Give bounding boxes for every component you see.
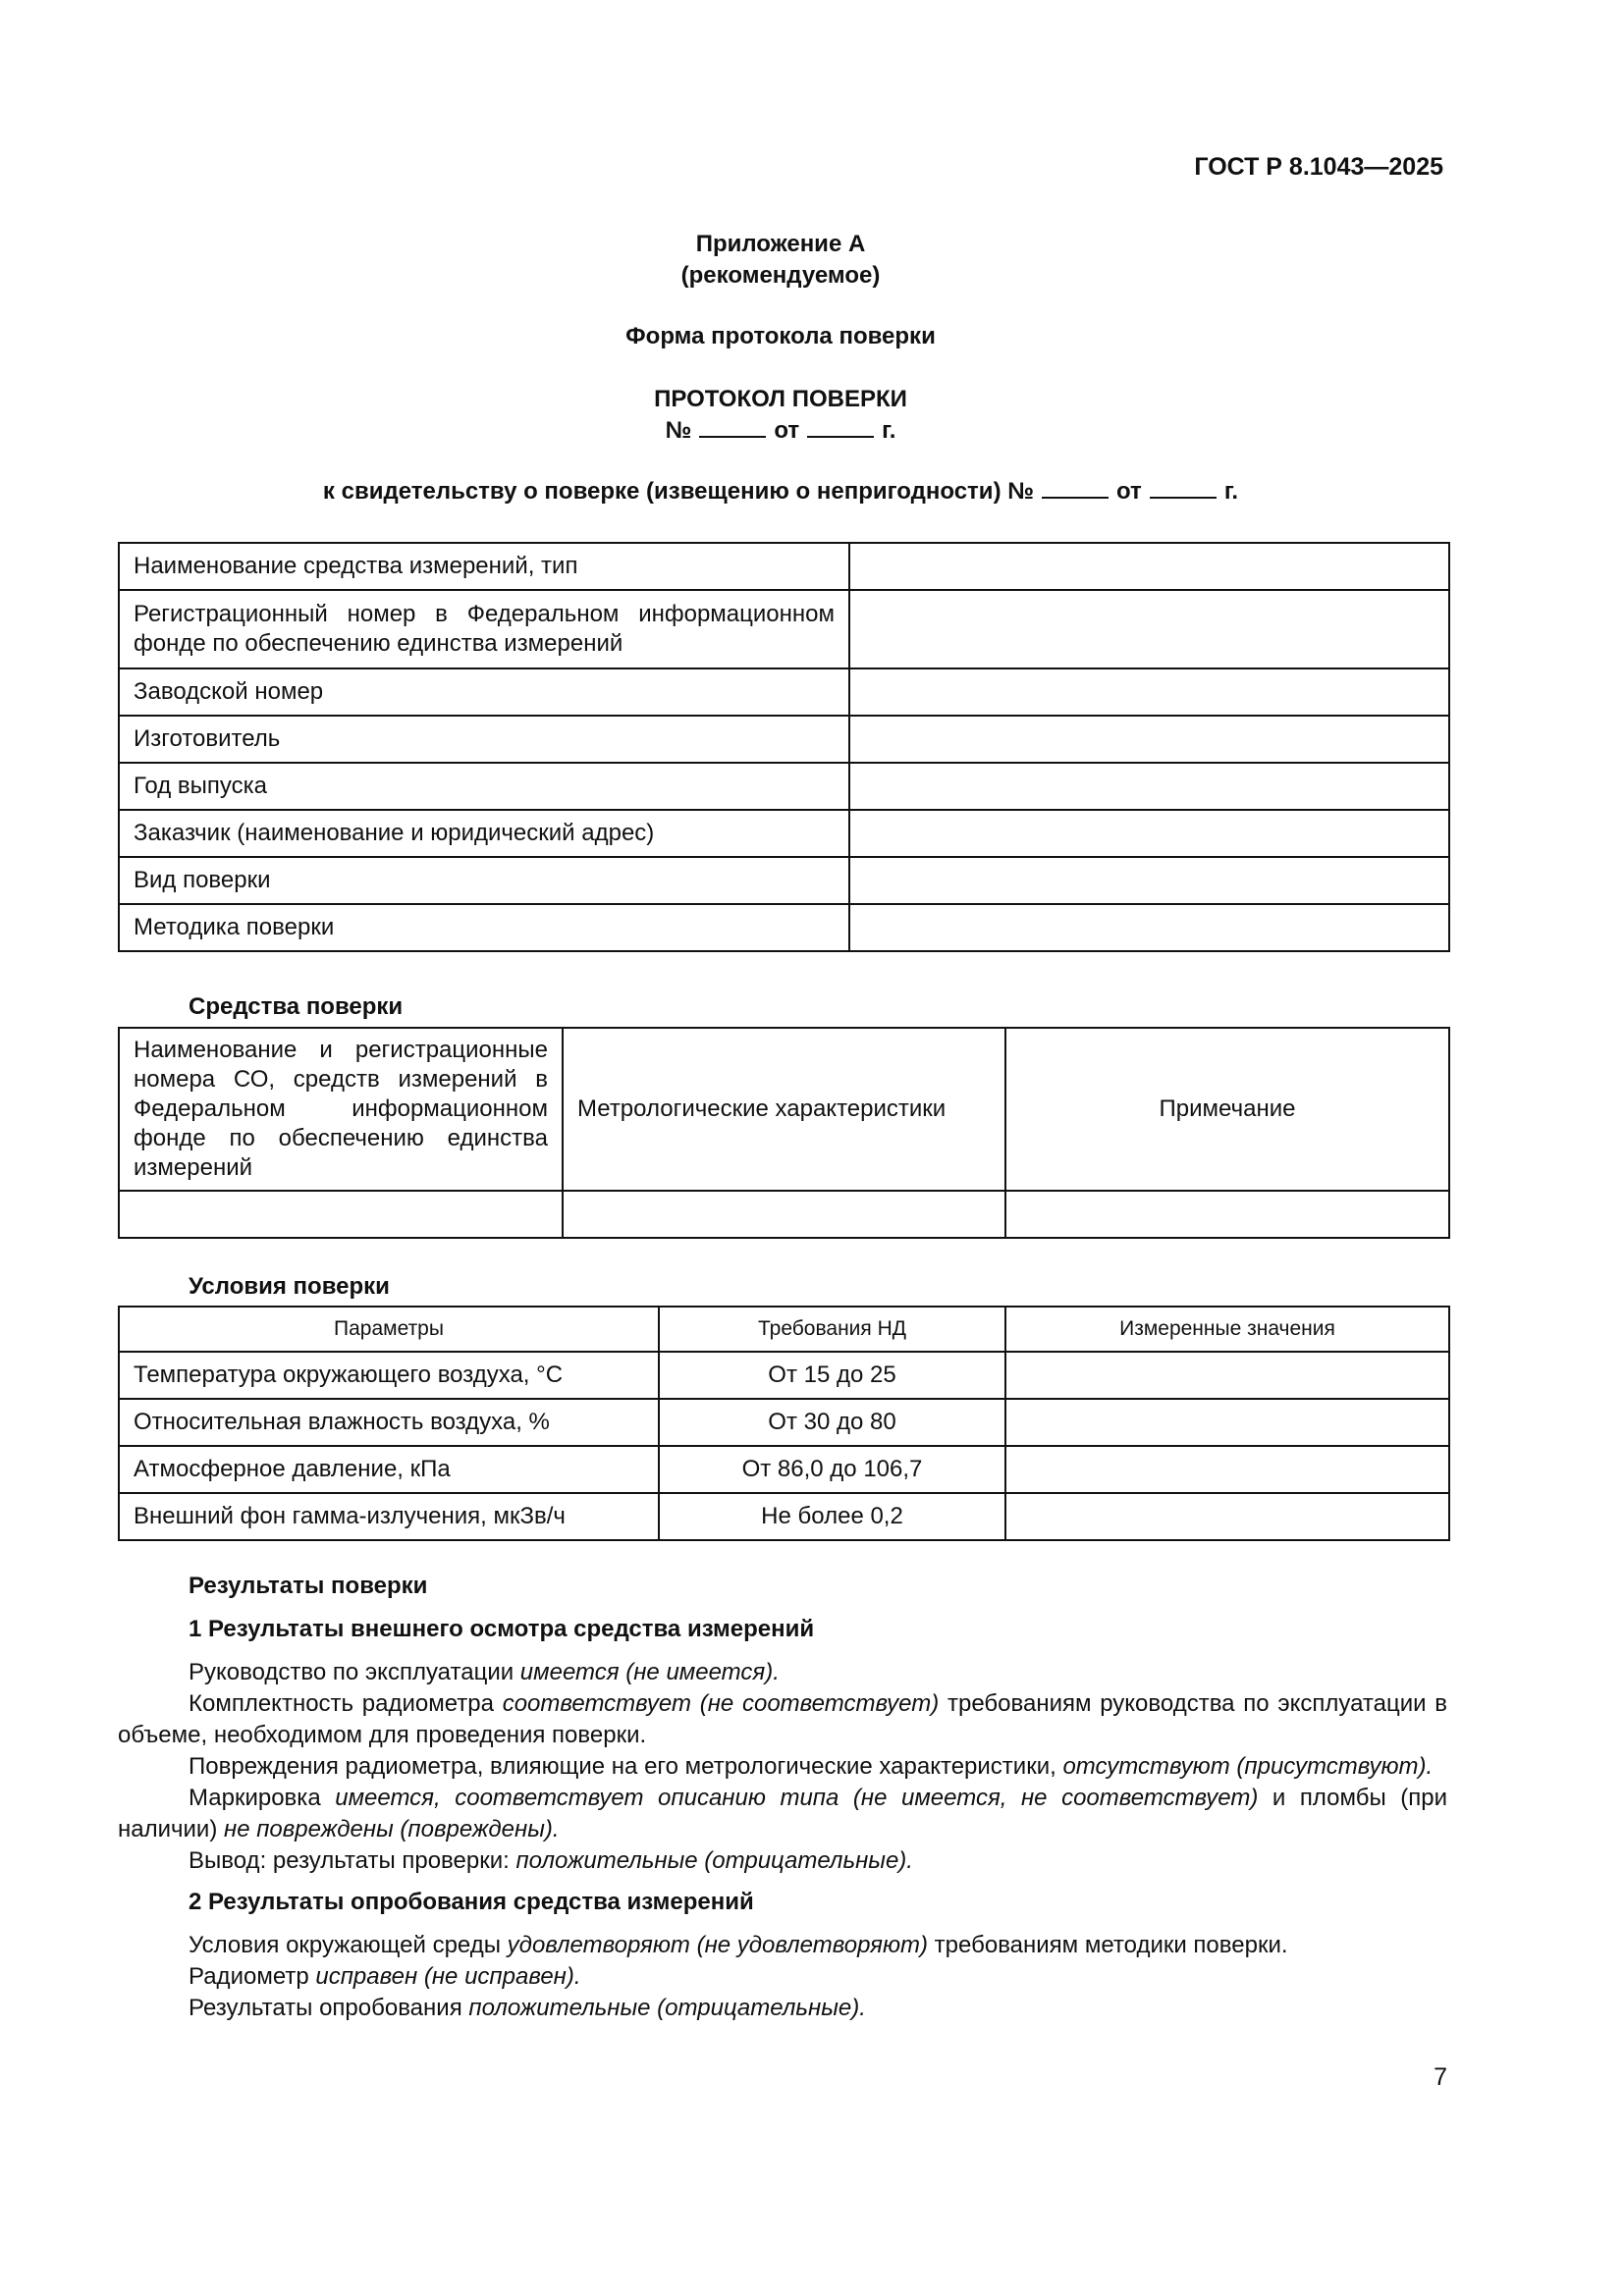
table-row (119, 1352, 1449, 1399)
section-2-heading: 2 Результаты опробования средства измерений (189, 1889, 754, 1915)
means-empty-cell[interactable] (563, 1191, 1005, 1238)
table-row (119, 590, 1449, 668)
verification-means-table (118, 1027, 1450, 1239)
column-header: Требования НД (659, 1307, 1005, 1352)
text: Условия окружающей среды (189, 1932, 508, 1958)
paragraph (118, 1845, 1447, 1877)
measured-value-cell[interactable] (1005, 1399, 1449, 1446)
means-col-note: Примечание (1005, 1028, 1449, 1191)
instrument-info-table (118, 542, 1450, 952)
means-empty-cell[interactable] (119, 1191, 563, 1238)
text: требованиям руководства по эксплуатации в объеме, необходимом для проведения поверки. (118, 1690, 1447, 1748)
measured-value-cell[interactable] (1005, 1352, 1449, 1399)
requirement-cell: От 15 до 25 (659, 1352, 1005, 1399)
text: Повреждения радиометра, влияющие на его метрологические характеристики, (189, 1753, 1063, 1780)
info-label: Методика поверки (119, 904, 849, 951)
certificate-date-blank (1150, 475, 1217, 499)
paragraph (118, 1961, 1447, 1993)
table-row (119, 1399, 1449, 1446)
paragraph (118, 1930, 1447, 1961)
table-row (119, 716, 1449, 763)
certificate-date-from-label: от (1115, 478, 1142, 505)
column-header: Параметры (119, 1307, 659, 1352)
certificate-number-blank (1042, 475, 1109, 499)
appendix-subtitle: (рекомендуемое) (680, 262, 881, 289)
info-value-cell[interactable] (849, 716, 1449, 763)
table-row (119, 810, 1449, 857)
text: Комплектность радиометра (189, 1690, 503, 1717)
italic-text: соответствует (не соответствует) (502, 1690, 940, 1717)
date-blank (807, 414, 874, 438)
text: требованиям методики поверки. (928, 1932, 1288, 1958)
table-row (119, 1493, 1449, 1540)
number-blank (699, 414, 766, 438)
measured-value-cell[interactable] (1005, 1446, 1449, 1493)
text: Маркировка (189, 1785, 336, 1811)
appendix-title: Приложение А (695, 231, 866, 257)
text: Руководство по эксплуатации (189, 1659, 520, 1685)
info-value-cell[interactable] (849, 763, 1449, 810)
protocol-number-line (0, 414, 1561, 448)
conditions-table (118, 1306, 1450, 1541)
parameter-cell: Атмосферное давление, кПа (119, 1446, 659, 1493)
means-col-characteristics: Метрологические характеристики (563, 1028, 1005, 1191)
measured-value-cell[interactable] (1005, 1493, 1449, 1540)
italic-text: положительные (отрицательные). (515, 1847, 913, 1874)
parameter-cell: Температура окружающего воздуха, °С (119, 1352, 659, 1399)
info-label: Регистрационный номер в Федеральном информационном фонде по обеспечению единства измерений (119, 590, 849, 668)
requirement-cell: Не более 0,2 (659, 1493, 1005, 1540)
table-header-row (119, 1028, 1449, 1191)
section-1-heading: 1 Результаты внешнего осмотра средства измерений (189, 1616, 815, 1642)
info-value-cell[interactable] (849, 543, 1449, 590)
verification-means-heading: Средства поверки (189, 993, 404, 1020)
info-value-cell[interactable] (849, 857, 1449, 904)
italic-text: не повреждены (повреждены). (224, 1816, 560, 1842)
results-heading: Результаты поверки (189, 1573, 428, 1599)
info-label: Вид поверки (119, 857, 849, 904)
info-value-cell[interactable] (849, 904, 1449, 951)
certificate-reference-line (0, 475, 1561, 508)
conditions-heading: Условия поверки (189, 1273, 390, 1300)
table-row (119, 763, 1449, 810)
info-label: Заводской номер (119, 668, 849, 716)
italic-text: имеется (не имеется). (519, 1659, 780, 1685)
paragraph (118, 1783, 1447, 1845)
parameter-cell: Относительная влажность воздуха, % (119, 1399, 659, 1446)
standard-number: ГОСТ Р 8.1043—2025 (1194, 153, 1443, 181)
page-number: 7 (1434, 2063, 1447, 2091)
means-col-name: Наименование и регистрационные номера СО, средств измерений в Федеральном информационном фонде по обеспечению единства измерений (119, 1028, 563, 1191)
requirement-cell: От 86,0 до 106,7 (659, 1446, 1005, 1493)
italic-text: положительные (отрицательные). (468, 1995, 866, 2021)
protocol-title: ПРОТОКОЛ ПОВЕРКИ (654, 386, 907, 412)
paragraph (118, 1657, 1447, 1688)
info-label: Изготовитель (119, 716, 849, 763)
text: Радиометр (189, 1963, 316, 1990)
certificate-reference-text: к свидетельству о поверке (извещению о непригодности) № (322, 478, 1034, 505)
certificate-year-label: г. (1223, 478, 1239, 505)
table-row (119, 668, 1449, 716)
info-value-cell[interactable] (849, 668, 1449, 716)
paragraph (118, 1751, 1447, 1783)
paragraph (118, 1993, 1447, 2024)
table-row (119, 543, 1449, 590)
info-label: Год выпуска (119, 763, 849, 810)
means-empty-cell[interactable] (1005, 1191, 1449, 1238)
results-section (118, 1565, 1447, 2024)
text: Результаты опробования (189, 1995, 469, 2021)
table-row (119, 1446, 1449, 1493)
italic-text: удовлетворяют (не удовлетворяют) (507, 1932, 929, 1958)
info-value-cell[interactable] (849, 590, 1449, 668)
form-title: Форма протокола поверки (625, 323, 936, 349)
info-label: Наименование средства измерений, тип (119, 543, 849, 590)
date-from-label: от (774, 417, 800, 444)
text: Вывод: результаты проверки: (189, 1847, 516, 1874)
table-row (119, 1191, 1449, 1238)
table-row (119, 857, 1449, 904)
column-header: Измеренные значения (1005, 1307, 1449, 1352)
year-label: г. (882, 417, 896, 444)
text: и пломбы (при наличии) (118, 1785, 1447, 1842)
italic-text: исправен (не исправен). (315, 1963, 581, 1990)
requirement-cell: От 30 до 80 (659, 1399, 1005, 1446)
parameter-cell: Внешний фон гамма-излучения, мкЗв/ч (119, 1493, 659, 1540)
table-row (119, 904, 1449, 951)
table-header-row (119, 1307, 1449, 1352)
number-sign: № (665, 417, 692, 444)
info-value-cell[interactable] (849, 810, 1449, 857)
info-label: Заказчик (наименование и юридический адрес) (119, 810, 849, 857)
paragraph (118, 1688, 1447, 1751)
italic-text: отсутствуют (присутствуют). (1062, 1753, 1434, 1780)
italic-text: имеется, соответствует описанию типа (не имеется, не соответствует) (335, 1785, 1259, 1811)
